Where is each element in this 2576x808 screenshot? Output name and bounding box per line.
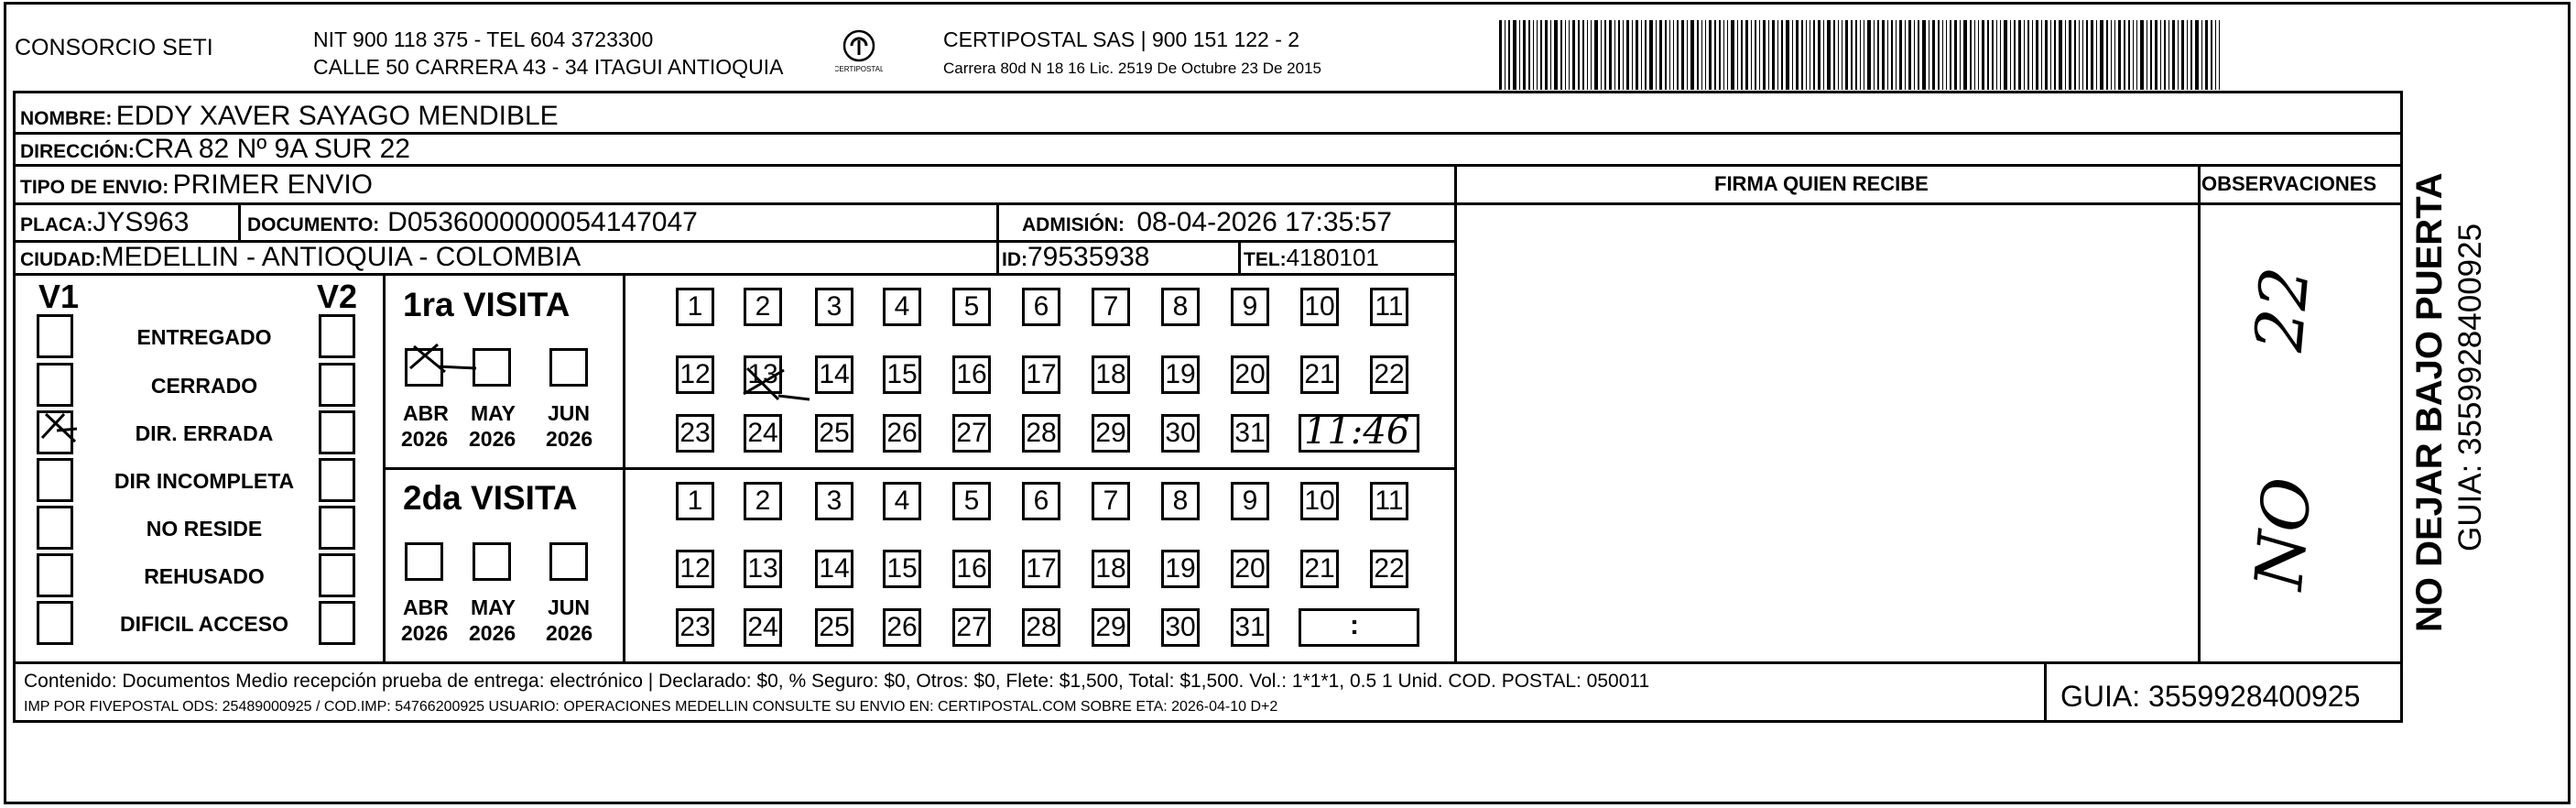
day-box[interactable]: 30 [1161, 414, 1200, 453]
day-box[interactable]: 15 [883, 355, 921, 394]
day-box[interactable]: 20 [1231, 355, 1269, 394]
day-box[interactable]: 9 [1231, 288, 1269, 326]
obs-handwriting-2: NO [2240, 474, 2327, 593]
footer-content: Contenido: Documentos Medio recepción prueba de entrega: electrónico | Declarado: $0, % Seguro: $0, Otros: $0, Flete: $1,500, Total: $1,500. Vol.: 1*1*1, 0.5 1 Unid. COD. POSTAL: 050011 [24, 671, 1650, 692]
side-guia: GUIA: 3559928400925 [2452, 223, 2488, 551]
day-box[interactable]: 2 [744, 288, 782, 326]
day-box[interactable]: 25 [815, 608, 853, 647]
day-box[interactable]: 17 [1022, 550, 1060, 588]
month-year: 2026 [401, 621, 449, 645]
status-label: DIR. ERRADA [135, 421, 274, 445]
day-box[interactable]: 18 [1092, 550, 1130, 588]
day-box[interactable]: 16 [952, 550, 991, 588]
admision-value: 08-04-2026 17:35:57 [1136, 207, 1392, 237]
day-box[interactable]: 14 [815, 550, 853, 588]
month-label: MAY [471, 595, 516, 619]
day-box[interactable]: 10 [1300, 288, 1339, 326]
day-box[interactable]: 13 [744, 355, 782, 394]
placa-label: PLACA: [20, 214, 93, 235]
day-box[interactable]: 31 [1231, 608, 1269, 647]
day-box[interactable]: 26 [883, 414, 921, 453]
time-handwritten: 11:46 [1304, 410, 1410, 453]
company-name: CONSORCIO SETI [15, 35, 213, 60]
tipo-value: PRIMER ENVIO [172, 169, 374, 200]
tipo-label: TIPO DE ENVIO: [20, 177, 169, 198]
nit-line: NIT 900 118 375 - TEL 604 3723300 [313, 27, 654, 51]
direccion-label: DIRECCIÓN: [20, 141, 135, 162]
day-box[interactable]: 23 [676, 608, 714, 647]
day-box[interactable]: 13 [744, 550, 782, 588]
svg-text:CERTIPOSTAL: CERTIPOSTAL [835, 65, 883, 73]
day-box[interactable]: 24 [744, 414, 782, 453]
status-label: NO RESIDE [146, 517, 263, 540]
day-box[interactable]: 24 [744, 608, 782, 647]
day-box[interactable]: 23 [676, 414, 714, 453]
day-box[interactable]: 5 [952, 482, 991, 520]
day-box[interactable]: 9 [1231, 482, 1269, 520]
day-box[interactable]: 31 [1231, 414, 1269, 453]
day-box[interactable]: 2 [744, 482, 782, 520]
day-box[interactable]: 26 [883, 608, 921, 647]
day-box[interactable]: 22 [1370, 355, 1408, 394]
v2-label: V2 [317, 278, 358, 315]
day-box[interactable]: 8 [1161, 482, 1200, 520]
month-label: JUN [548, 401, 591, 425]
day-box[interactable]: 14 [815, 355, 853, 394]
status-label: REHUSADO [144, 564, 265, 588]
tel-value: 4180101 [1286, 244, 1379, 271]
side-notice: NO DEJAR BAJO PUERTA [2409, 172, 2450, 632]
day-box[interactable]: 1 [676, 482, 714, 520]
direccion-value: CRA 82 Nº 9A SUR 22 [134, 134, 410, 164]
month-label: JUN [548, 595, 591, 619]
day-box[interactable]: 19 [1161, 355, 1200, 394]
day-box[interactable]: 18 [1092, 355, 1130, 394]
documento-label: DOCUMENTO: [247, 214, 380, 235]
day-box[interactable]: 4 [883, 288, 921, 326]
nombre-value: EDDY XAVER SAYAGO MENDIBLE [115, 101, 559, 131]
day-box[interactable]: 10 [1300, 482, 1339, 520]
day-box[interactable]: 15 [883, 550, 921, 588]
ciudad-value: MEDELLIN - ANTIOQUIA - COLOMBIA [101, 242, 582, 272]
certipostal-address: Carrera 80d N 18 16 Lic. 2519 De Octubre 23 De 2015 [943, 60, 1321, 77]
status-label: DIFICIL ACCESO [119, 612, 288, 636]
day-box[interactable]: 12 [676, 550, 714, 588]
day-box[interactable]: 7 [1092, 288, 1130, 326]
admision-label: ADMISIÓN: [1022, 214, 1125, 235]
placa-value: JYS963 [92, 207, 190, 237]
day-box[interactable]: 25 [815, 414, 853, 453]
day-box[interactable]: 6 [1022, 288, 1060, 326]
day-box[interactable]: 3 [815, 288, 853, 326]
time-blank: : [1350, 610, 1359, 640]
day-box[interactable]: 29 [1092, 414, 1130, 453]
visita-1-title: 1ra VISITA [403, 286, 571, 323]
day-box[interactable]: 5 [952, 288, 991, 326]
day-box[interactable]: 22 [1370, 550, 1408, 588]
visita-2-title: 2da VISITA [403, 479, 578, 517]
observaciones-label: OBSERVACIONES [2201, 172, 2377, 195]
day-box[interactable]: 21 [1300, 550, 1339, 588]
month-label: MAY [471, 401, 516, 425]
status-label: DIR INCOMPLETA [114, 469, 295, 493]
status-label: CERRADO [150, 374, 258, 398]
address-line: CALLE 50 CARRERA 43 - 34 ITAGUI ANTIOQUIA [313, 55, 784, 79]
month-year: 2026 [469, 427, 516, 451]
day-box[interactable]: 16 [952, 355, 991, 394]
day-box[interactable]: 29 [1092, 608, 1130, 647]
day-box[interactable]: 21 [1300, 355, 1339, 394]
day-box[interactable]: 19 [1161, 550, 1200, 588]
month-year: 2026 [401, 427, 449, 451]
id-label: ID: [1002, 249, 1027, 270]
nombre-label: NOMBRE: [20, 108, 113, 129]
day-box[interactable]: 11 [1370, 482, 1408, 520]
month-year: 2026 [469, 621, 516, 645]
day-box[interactable]: 28 [1022, 414, 1060, 453]
certipostal-line: CERTIPOSTAL SAS | 900 151 122 - 2 [943, 27, 1300, 51]
status-label: ENTREGADO [136, 325, 272, 349]
day-box[interactable]: 11 [1370, 288, 1408, 326]
day-box[interactable]: 30 [1161, 608, 1200, 647]
day-box[interactable]: 20 [1231, 550, 1269, 588]
month-year: 2026 [546, 427, 593, 451]
v1-label: V1 [38, 278, 80, 315]
day-box[interactable]: 17 [1022, 355, 1060, 394]
footer-imp: IMP POR FIVEPOSTAL ODS: 25489000925 / COD.IMP: 54766200925 USUARIO: OPERACIONES MEDELLIN CONSULTE SU ENVIO EN: CERTIPOSTAL.COM SOBRE ETA: 2026-04-10 D+2 [24, 699, 1278, 715]
month-year: 2026 [546, 621, 593, 645]
day-box[interactable]: 27 [952, 414, 991, 453]
tel-label: TEL: [1244, 249, 1287, 270]
month-label: ABR [403, 401, 449, 425]
day-box[interactable]: 3 [815, 482, 853, 520]
obs-handwriting-1: 22 [2240, 264, 2324, 355]
id-value: 79535938 [1027, 242, 1150, 272]
documento-value: D0536000000054147047 [387, 207, 698, 237]
day-box[interactable]: 8 [1161, 288, 1200, 326]
day-box[interactable]: 4 [883, 482, 921, 520]
ciudad-label: CIUDAD: [20, 249, 102, 270]
day-box[interactable]: 6 [1022, 482, 1060, 520]
day-box[interactable]: 7 [1092, 482, 1130, 520]
month-label: ABR [403, 595, 449, 619]
firma-label: FIRMA QUIEN RECIBE [1714, 172, 1929, 195]
day-box[interactable]: 12 [676, 355, 714, 394]
day-box[interactable]: 1 [676, 288, 714, 326]
footer-guia: GUIA: 3559928400925 [2060, 680, 2361, 713]
day-box[interactable]: 27 [952, 608, 991, 647]
day-box[interactable]: 28 [1022, 608, 1060, 647]
